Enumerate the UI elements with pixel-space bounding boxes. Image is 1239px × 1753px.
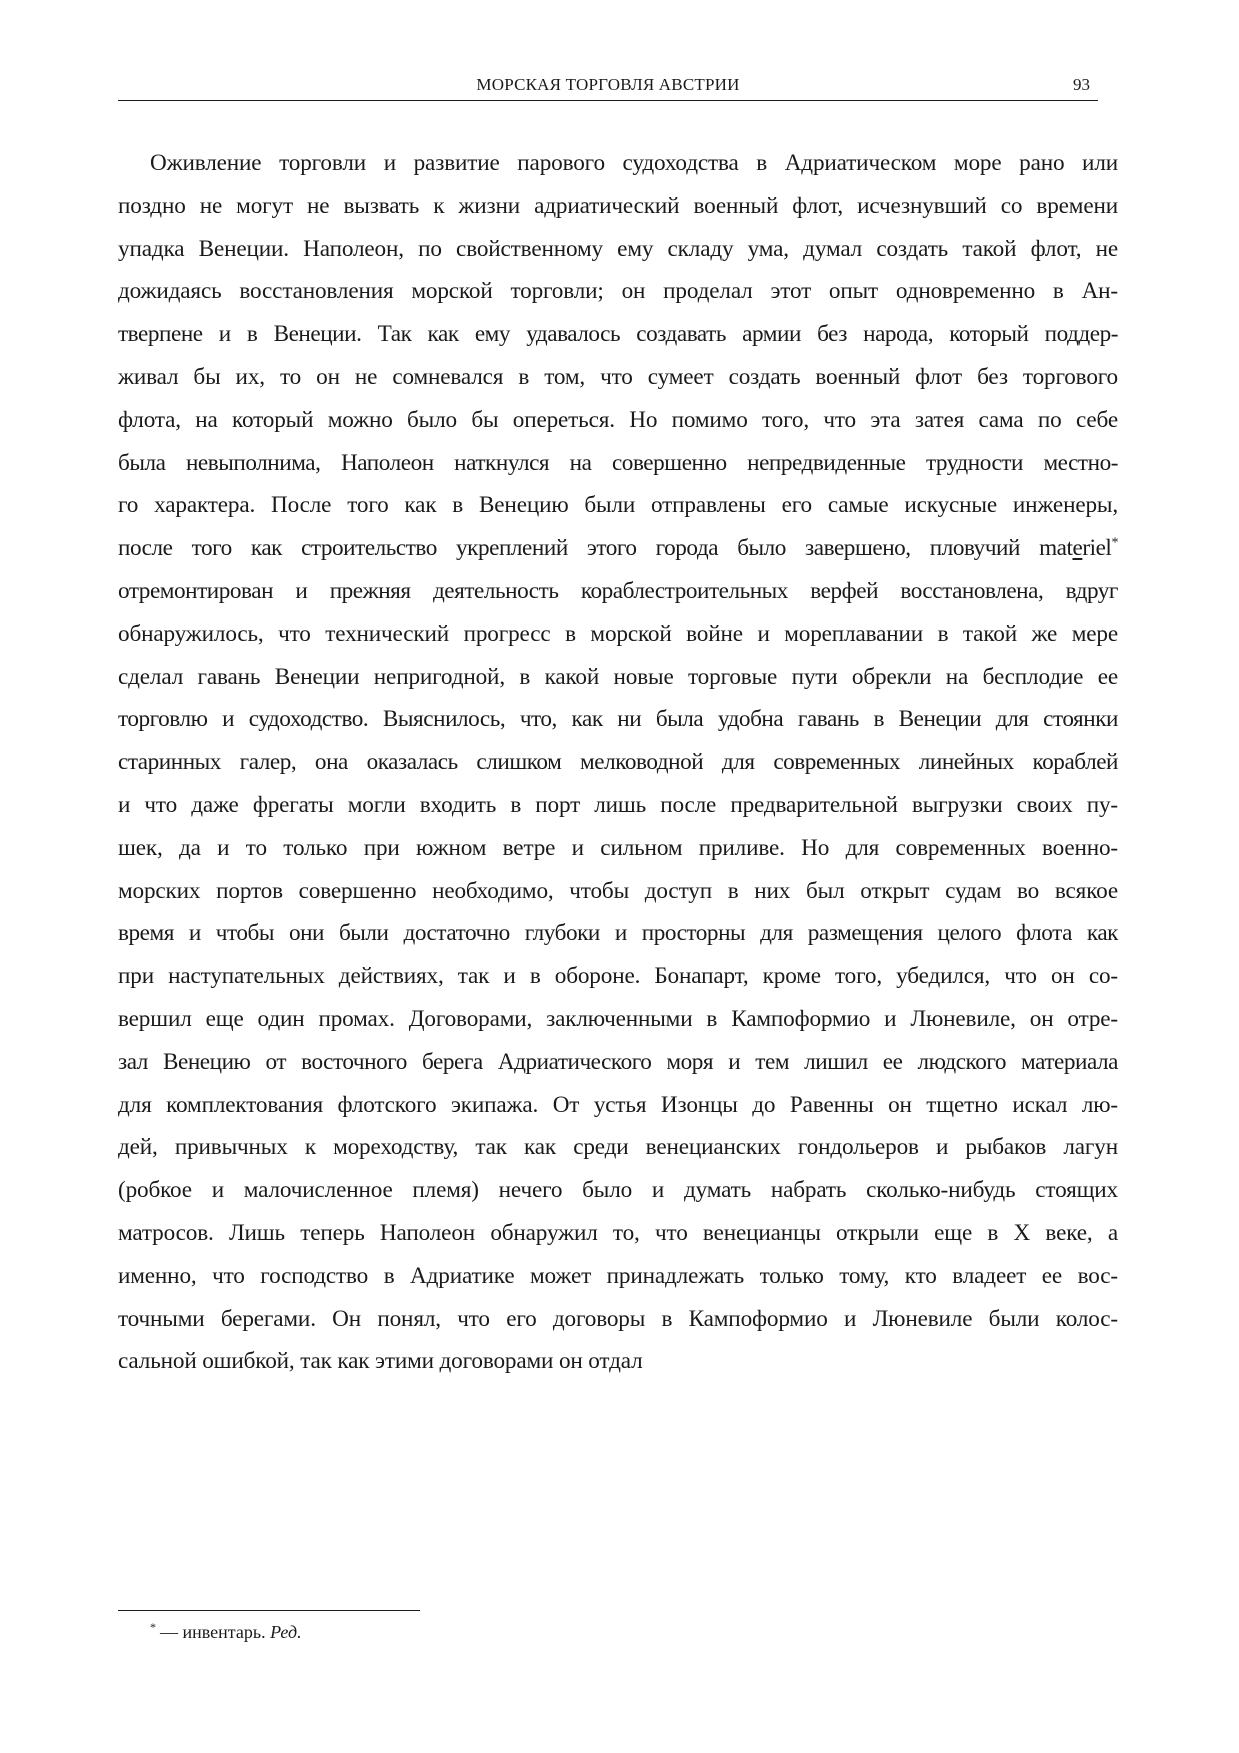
line-text-tail: riel xyxy=(1082,535,1112,562)
underlined-letter: e xyxy=(1072,535,1083,562)
text-line: упадка Венеции. Наполеон, по свойственному ему складу ума, думал создать такой флот, не xyxy=(118,235,1118,262)
text-line: морских портов совершенно необходимо, чтобы доступ в них был открыт судам во всякое xyxy=(118,877,1118,904)
text-line: была невыполнима, Наполеон наткнулся на совершенно непредвиденные трудности местно- xyxy=(118,449,1118,476)
footnote-marker: * xyxy=(150,1620,156,1634)
text-line: точными берегами. Он понял, что его договоры в Кампоформио и Люневиле были колос- xyxy=(118,1305,1118,1332)
body-text xyxy=(118,142,1118,1383)
text-line-last: сальной ошибкой, так как этими договорами он отдал xyxy=(118,1348,643,1375)
running-header xyxy=(118,74,1098,101)
text-line: обнаружилось, что технический прогресс в морской войне и мореплавании в такой же мере xyxy=(118,620,1118,647)
text-line: (робкое и малочисленное племя) нечего было и думать набрать сколько-нибудь стоящих xyxy=(118,1177,1118,1204)
line-text: после того как строительство укреплений этого города было завершено, пловучий mat xyxy=(118,535,1073,562)
text-line: зал Венецию от восточного берега Адриатического моря и тем лишил ее людского материала xyxy=(118,1048,1118,1075)
text-line: время и чтобы они были достаточно глубоки и просторны для размещения целого флота как xyxy=(118,920,1118,947)
text-line: дожидаясь восстановления морской торговли; он проделал этот опыт одновременно в Ан- xyxy=(118,278,1118,305)
running-title: МОРСКАЯ ТОРГОВЛЯ АВСТРИИ xyxy=(476,75,740,94)
text-line: отремонтирован и прежняя деятельность кораблестроительных верфей восстановлена, вдруг xyxy=(118,577,1118,604)
footnote-editor-note: Ред. xyxy=(270,1622,302,1642)
text-line: шек, да и то только при южном ветре и сильном приливе. Но для современных военно- xyxy=(118,834,1118,861)
text-line: сделал гавань Венеции непригодной, в какой новые торговые пути обрекли на бесплодие ее xyxy=(118,663,1118,690)
text-line: Оживление торговли и развитие парового судоходства в Адриатическом море рано или xyxy=(150,150,1118,176)
text-line: именно, что господство в Адриатике может принадлежать только тому, кто владеет ее вос- xyxy=(118,1262,1118,1289)
text-line: матросов. Лишь теперь Наполеон обнаружил то, что венецианцы открыли еще в X веке, а xyxy=(118,1219,1118,1246)
text-line: торговлю и судоходство. Выяснилось, что, как ни была удобна гавань в Венеции для стоянки xyxy=(118,706,1118,733)
text-line: вершил еще один промах. Договорами, заключенными в Кампоформио и Люневиле, он отре- xyxy=(118,1005,1118,1032)
text-line: и что даже фрегаты могли входить в порт лишь после предварительной выгрузки своих пу- xyxy=(118,791,1118,818)
text-line: тверпене и в Венеции. Так как ему удавалось создавать армии без народа, который поддер- xyxy=(118,321,1118,348)
footnote-marker: * xyxy=(1111,535,1118,551)
text-line: го характера. После того как в Венецию были отправлены его самые искусные инженеры, xyxy=(118,492,1118,519)
text-line: старинных галер, она оказалась слишком мелководной для современных линейных кораблей xyxy=(118,749,1118,776)
footnote xyxy=(150,1620,302,1644)
text-line: живал бы их, то он не сомневался в том, что сумеет создать военный флот без торгового xyxy=(118,363,1118,390)
footnote-text: — инвентарь. xyxy=(160,1622,271,1642)
text-line: поздно не могут не вызвать к жизни адриатический военный флот, исчезнувший со времени xyxy=(118,192,1118,219)
text-line-with-footnote xyxy=(118,527,1118,570)
text-line: дей, привычных к мореходству, так как среди венецианских гондольеров и рыбаков лагун xyxy=(118,1134,1118,1161)
page-number: 93 xyxy=(1073,75,1090,94)
text-line: флота, на который можно было бы опереться. Но помимо того, что эта затея сама по себе xyxy=(118,406,1118,433)
text-line: при наступательных действиях, так и в обороне. Бонапарт, кроме того, убедился, что он со- xyxy=(118,963,1118,990)
footnote-divider xyxy=(118,1610,420,1611)
text-line: для комплектования флотского экипажа. От устья Изонцы до Равенны он тщетно искал лю- xyxy=(118,1091,1118,1118)
